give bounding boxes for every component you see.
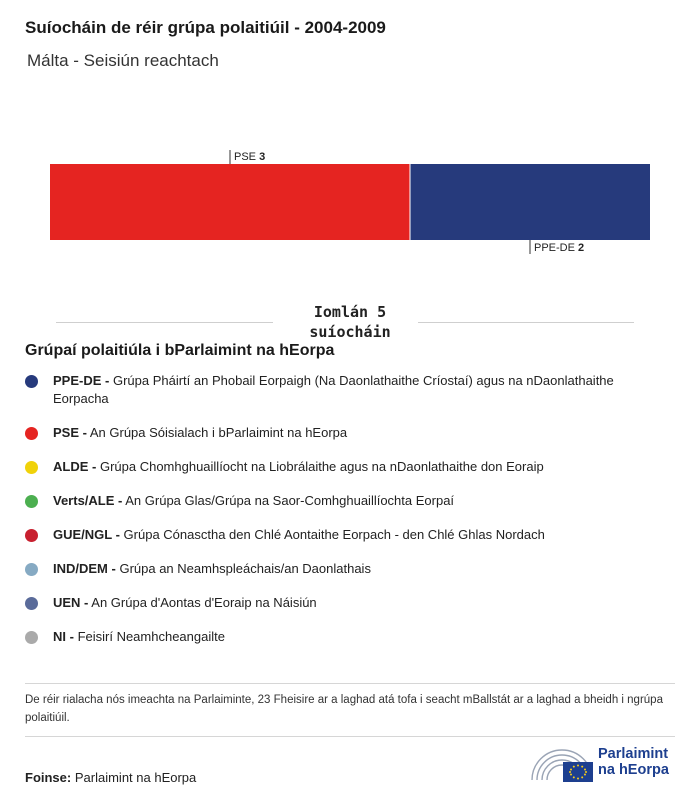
legend-item [25,458,665,476]
legend-title: Grúpaí polaitiúla i bParlaimint na hEorpa [25,342,335,359]
total-divider-right [418,322,634,323]
legend-text [53,492,454,510]
source-label: Foinse: [25,770,72,785]
legend-description: An Grúpa Glas/Grúpa na Saor-Comhghuaillíochta Eorpaí [122,493,455,508]
legend-item [25,628,665,646]
legend-description: Grúpa Pháirtí an Phobail Eorpaigh (Na Daonlathaithe Críostaí) agus na nDaonlathaithe Eorpacha [53,373,614,406]
legend-color-dot [25,631,38,644]
group-legend [25,372,665,662]
total-divider-left [56,322,273,323]
legend-abbr: PSE - [53,425,87,440]
legend-item [25,492,665,510]
chart-subtitle: Málta - Seisiún reachtach [27,51,219,70]
chart-title: Suíocháin de réir grúpa polaitiúil - 2004-2009 [25,18,386,37]
hemicycle-icon [530,746,594,786]
note-divider-top [25,683,675,684]
logo-wordmark [598,746,669,778]
legend-item [25,526,665,544]
legend-item [25,560,665,578]
legend-abbr: IND/DEM - [53,561,116,576]
segment-label-ppe-de: PPE-DE 2 [534,242,585,254]
total-seats-line2: suíocháin [309,323,391,341]
source-line [25,770,196,785]
legend-color-dot [25,529,38,542]
legend-description: Grúpa an Neamhspleáchais/an Daonlathais [115,561,371,576]
bar-segment-pse [50,164,410,240]
legend-description: An Grúpa Sóisialach i bParlaimint na hEorpa [86,425,348,440]
legend-color-dot [25,563,38,576]
legend-item [25,372,665,408]
legend-text [53,458,544,476]
total-seats-line1: Iomlán 5 [313,303,387,321]
legend-abbr: ALDE - [53,459,97,474]
legend-text [53,372,665,408]
legend-description: An Grúpa d'Aontas d'Eoraip na Náisiún [88,595,317,610]
legend-abbr: UEN - [53,595,89,610]
legend-item [25,424,665,442]
legend-text [53,526,545,544]
total-seats [280,302,420,342]
legend-abbr: GUE/NGL - [53,527,120,542]
legend-color-dot [25,597,38,610]
legend-text [53,424,347,442]
note-divider-bottom [25,736,675,737]
segment-label-pse: PSE 3 [234,151,266,163]
legend-color-dot [25,375,38,388]
legend-text [53,594,317,612]
logo-line2: na hEorpa [598,762,669,778]
bar-segment-ppe-de [410,164,650,240]
legend-color-dot [25,495,38,508]
logo-line1: Parlaimint [598,746,669,762]
legend-description: Grúpa Cónasctha den Chlé Aontaithe Eorpach - den Chlé Ghlas Nordach [119,527,545,542]
legend-item [25,594,665,612]
legend-description: Grúpa Chomhghuaillíocht na Liobrálaithe agus na nDaonlathaithe don Eoraip [96,459,544,474]
legend-abbr: PPE-DE - [53,373,110,388]
legend-abbr: NI - [53,629,74,644]
legend-color-dot [25,461,38,474]
legend-description: Feisirí Neamhcheangailte [73,629,225,644]
ep-logo [530,746,680,786]
legend-abbr: Verts/ALE - [53,493,123,508]
legend-text [53,560,371,578]
footnote: De réir rialacha nós imeachta na Parlaiminte, 23 Fheisire ar a laghad atá tofa i seacht mBallstát ar a laghad a bheidh i ngrúpa polaitiúil. [25,694,663,724]
legend-color-dot [25,427,38,440]
legend-text [53,628,225,646]
seat-bar-chart [0,140,700,270]
source-value: Parlaimint na hEorpa [74,770,197,785]
